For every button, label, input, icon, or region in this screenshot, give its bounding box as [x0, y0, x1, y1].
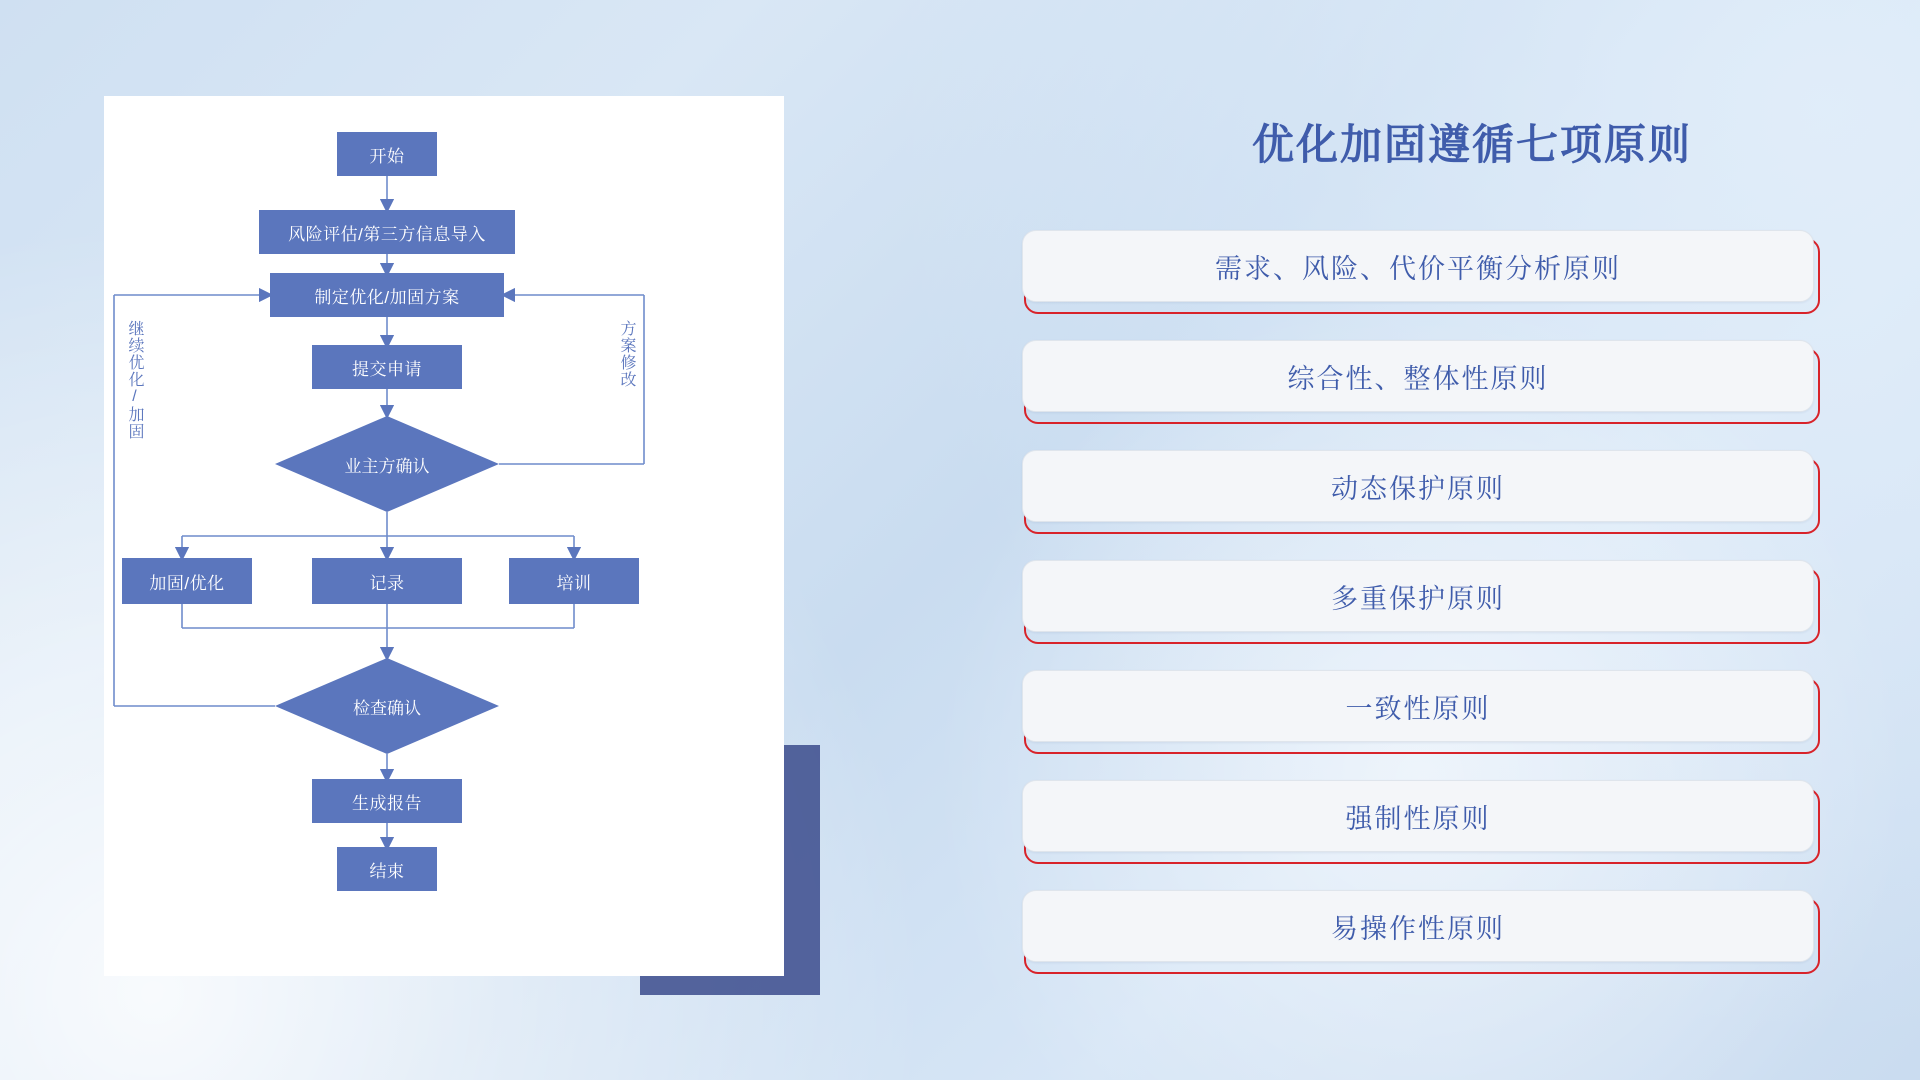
- principle-label[interactable]: 一致性原则: [1022, 670, 1814, 742]
- principle-item[interactable]: [1022, 560, 1822, 648]
- principle-label[interactable]: 动态保护原则: [1022, 450, 1814, 522]
- principle-item[interactable]: [1022, 890, 1822, 978]
- flow-node-start[interactable]: 开始: [337, 132, 437, 176]
- principle-item[interactable]: [1022, 450, 1822, 538]
- right-panel-title: 优化加固遵循七项原则: [1251, 121, 1692, 168]
- principle-item[interactable]: [1022, 780, 1822, 868]
- flow-node-end[interactable]: 结束: [337, 847, 437, 891]
- principle-label[interactable]: 需求、风险、代价平衡分析原则: [1022, 230, 1814, 302]
- flow-node-submit-application[interactable]: 提交申请: [312, 345, 462, 389]
- flow-node-owner-confirm[interactable]: 业主方确认: [344, 456, 430, 476]
- principle-label[interactable]: 综合性、整体性原则: [1022, 340, 1814, 412]
- flow-node-plan[interactable]: 制定优化/加固方案: [270, 273, 504, 317]
- principle-item[interactable]: [1022, 230, 1822, 318]
- principle-item[interactable]: [1022, 670, 1822, 758]
- flow-node-generate-report[interactable]: 生成报告: [312, 779, 462, 823]
- flow-node-check-confirm[interactable]: 检查确认: [353, 698, 421, 718]
- flowchart-card: [104, 96, 784, 976]
- flow-edge-label-continue-optimize: 继续优化/加固: [126, 320, 143, 440]
- flow-node-reinforce[interactable]: 加固/优化: [122, 558, 252, 604]
- flow-node-risk-assessment[interactable]: 风险评估/第三方信息导入: [259, 210, 515, 254]
- flow-edge-label-plan-revision: 方案修改: [618, 320, 635, 388]
- principles-list: [1022, 230, 1822, 1000]
- principle-label[interactable]: 易操作性原则: [1022, 890, 1814, 962]
- flow-node-training[interactable]: 培训: [509, 558, 639, 604]
- flow-node-record[interactable]: 记录: [312, 558, 462, 604]
- principle-item[interactable]: [1022, 340, 1822, 428]
- principle-label[interactable]: 强制性原则: [1022, 780, 1814, 852]
- principle-label[interactable]: 多重保护原则: [1022, 560, 1814, 632]
